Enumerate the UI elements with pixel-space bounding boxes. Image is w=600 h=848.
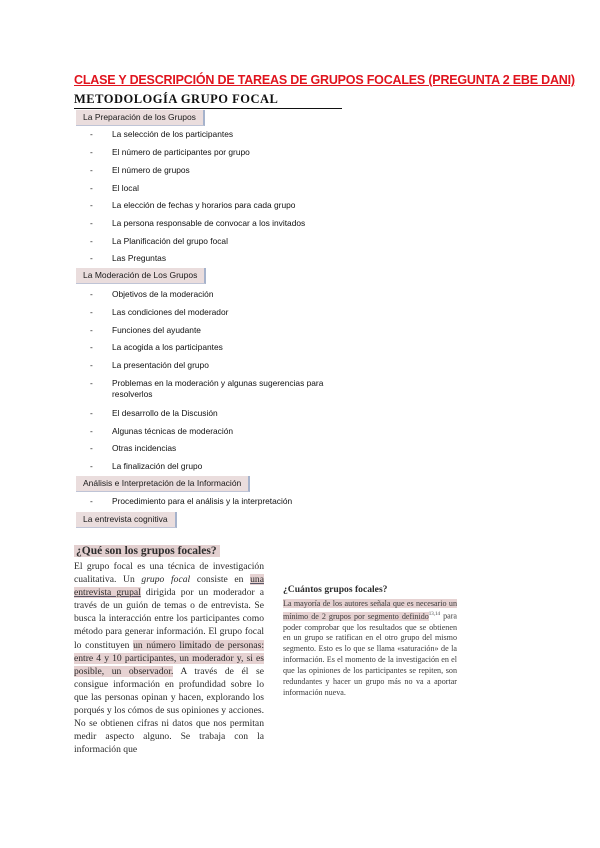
section-heading-moderacion: La Moderación de Los Grupos bbox=[76, 268, 206, 284]
text-run: A través de él se consigue información en profundidad sobre lo que las personas opinan y hacen, explorando los porqués y los cómos de sus opiniones y acciones. No se obtienen cifras ni datos que nos permitan medir aspecto alguno. Se trabaja con la información que bbox=[74, 665, 264, 756]
highlighted-text: La mayoría de los autores señala que es necesario un mínimo de 2 grupos por segmento definido bbox=[283, 599, 457, 621]
document-subtitle: METODOLOGÍA GRUPO FOCAL bbox=[74, 92, 279, 106]
list-item: - La acogida a los participantes bbox=[112, 342, 362, 353]
article-heading-que-son: ¿Qué son los grupos focales? bbox=[74, 545, 220, 557]
list-item: - El local bbox=[112, 183, 362, 194]
text-run: El grupo focal es una técnica de investigación cualitativa. Un bbox=[74, 561, 264, 586]
list-item: - La persona responsable de convocar a los invitados bbox=[112, 218, 362, 229]
section-heading-entrevista: La entrevista cognitiva bbox=[76, 512, 177, 528]
list-item: - La Planificación del grupo focal bbox=[112, 236, 362, 247]
list-item: - Las Preguntas bbox=[112, 253, 362, 264]
citation-superscript: 13,14 bbox=[428, 611, 441, 617]
list-item: - Problemas en la moderación y algunas sugerencias para resolverlos bbox=[112, 378, 352, 400]
article-paragraph bbox=[283, 599, 457, 699]
list-item: - La finalización del grupo bbox=[112, 461, 362, 472]
highlighted-text: una entrevista grupal bbox=[74, 574, 264, 599]
article-column-1 bbox=[74, 560, 264, 756]
text-run: dirigida por un moderador a través de un guión de temas o de entrevista. Se busca la interacción entre los participantes como método para generar información. El grupo focal lo constituyen bbox=[74, 587, 264, 651]
list-item: - La elección de fechas y horarios para cada grupo bbox=[112, 200, 362, 211]
list-item: - Funciones del ayudante bbox=[112, 325, 362, 336]
list-item: - El desarrollo de la Discusión bbox=[112, 408, 362, 419]
list-item: - Algunas técnicas de moderación bbox=[112, 426, 362, 437]
list-item: - El número de grupos bbox=[112, 165, 362, 176]
article-column-2 bbox=[283, 599, 457, 699]
list-item: - Las condiciones del moderador bbox=[112, 307, 362, 318]
list-item: - Objetivos de la moderación bbox=[112, 289, 362, 300]
section-heading-analisis: Análisis e Interpretación de la Información bbox=[76, 476, 250, 492]
highlighted-text: un número limitado de personas: entre 4 y 10 participantes, un moderador y, si es posible, un observador. bbox=[74, 639, 264, 677]
list-item: - El número de participantes por grupo bbox=[112, 147, 362, 158]
list-item: - Procedimiento para el análisis y la interpretación bbox=[112, 496, 362, 507]
list-item: - La presentación del grupo bbox=[112, 360, 362, 371]
list-item: - Otras incidencias bbox=[112, 443, 362, 454]
text-run: para poder comprobar que los resultados que se obtienen en un grupo se ratifican en el otro grupo del mismo segmento. Esto es lo que se llama «saturación» de la información. Es el momento de la investigación en el que las opiniones de los participantes se repiten, son redundantes y hacer un grupo más no va a aportar información nueva. bbox=[283, 611, 457, 697]
text-run: consiste en bbox=[190, 574, 251, 586]
section-heading-preparacion: La Preparación de los Grupos bbox=[76, 110, 205, 126]
article-heading-cuantos: ¿Cuántos grupos focales? bbox=[283, 584, 388, 595]
subtitle-underline bbox=[74, 108, 342, 109]
document-title: CLASE Y DESCRIPCIÓN DE TAREAS DE GRUPOS FOCALES (PREGUNTA 2 EBE DANI) bbox=[74, 73, 575, 87]
italic-term: grupo focal bbox=[141, 574, 191, 586]
list-item: - La selección de los participantes bbox=[112, 129, 362, 140]
article-paragraph bbox=[74, 560, 264, 756]
